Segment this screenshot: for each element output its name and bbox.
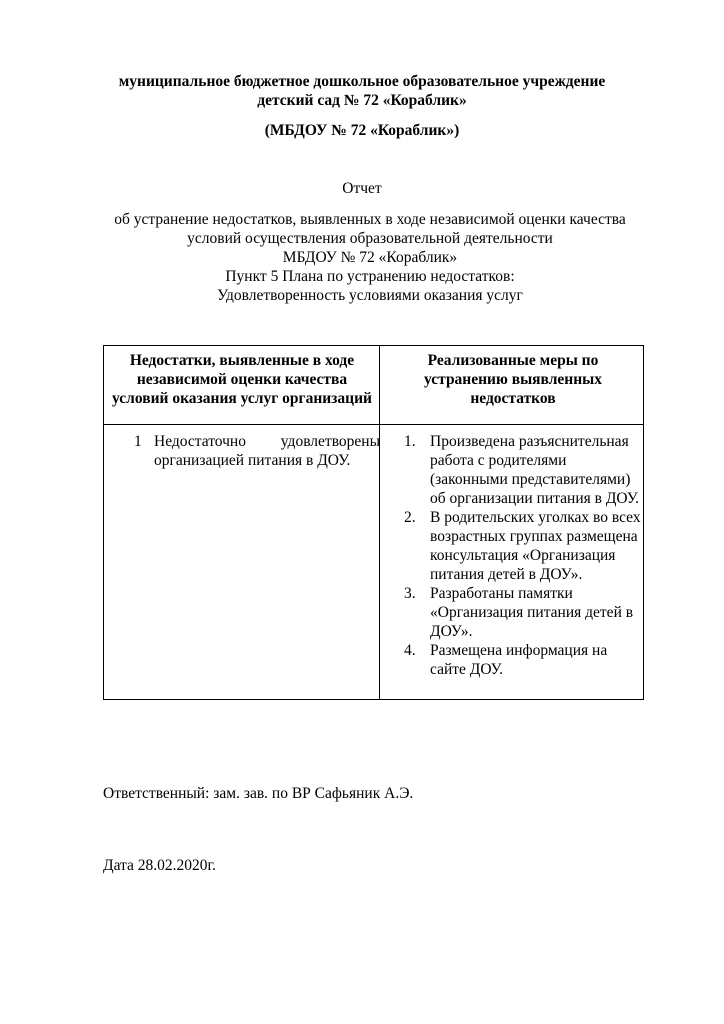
subtitle-line: Пункт 5 Плана по устранению недостатков: bbox=[225, 268, 515, 285]
subtitle-line: Удовлетворенность условиями оказания услуг bbox=[217, 287, 523, 304]
measure-number: 1. bbox=[404, 433, 416, 450]
org-short-name: (МБДОУ № 72 «Кораблик») bbox=[264, 122, 460, 139]
measure-text: Размещена информация на сайте ДОУ. bbox=[430, 642, 608, 678]
report-date: Дата 28.02.2020г. bbox=[103, 857, 217, 874]
subtitle-line: об устранение недостатков, выявленных в ходе независимой оценки качества bbox=[114, 211, 626, 228]
table-header-shortcomings: Недостатки, выявленные в ходе независимой оценки качества условий оказания услуг организаций bbox=[112, 352, 372, 407]
report-title: Отчет bbox=[342, 180, 382, 197]
measure-text: Произведена разъяснительная работа с родителями (законными представителями) об организации питания в ДОУ. bbox=[430, 433, 640, 507]
org-name-line2: детский сад № 72 «Кораблик» bbox=[257, 92, 467, 109]
table-column-divider bbox=[379, 346, 380, 699]
org-name-line1: муниципальное бюджетное дошкольное образовательное учреждение bbox=[118, 73, 606, 90]
report-subtitle bbox=[100, 210, 640, 305]
shortcoming-number: 1 bbox=[134, 433, 142, 450]
table-header-measures: Реализованные меры по устранению выявленных недостатков bbox=[423, 352, 603, 407]
responsible-person: Ответственный: зам. зав. по ВР Сафьяник А.Э. bbox=[103, 785, 414, 802]
list-item bbox=[404, 641, 644, 679]
list-item bbox=[404, 508, 644, 584]
table-row-divider bbox=[104, 424, 643, 425]
measures-list bbox=[404, 432, 644, 679]
measure-text: Разработаны памятки «Организация питания детей в ДОУ». bbox=[430, 585, 634, 640]
measure-number: 2. bbox=[404, 509, 416, 526]
subtitle-line: условий осуществления образовательной деятельности bbox=[187, 230, 553, 247]
measure-number: 4. bbox=[404, 642, 416, 659]
report-table bbox=[103, 345, 644, 700]
measure-text: В родительских уголках во всех возрастных группах размещена консультация «Организация питания детей в ДОУ». bbox=[430, 509, 641, 583]
measure-number: 3. bbox=[404, 585, 416, 602]
subtitle-line: МБДОУ № 72 «Кораблик» bbox=[282, 249, 458, 266]
shortcoming-text: Недостаточно удовлетворены организацией питания в ДОУ. bbox=[154, 433, 380, 469]
list-item bbox=[404, 584, 644, 641]
list-item bbox=[404, 432, 644, 508]
